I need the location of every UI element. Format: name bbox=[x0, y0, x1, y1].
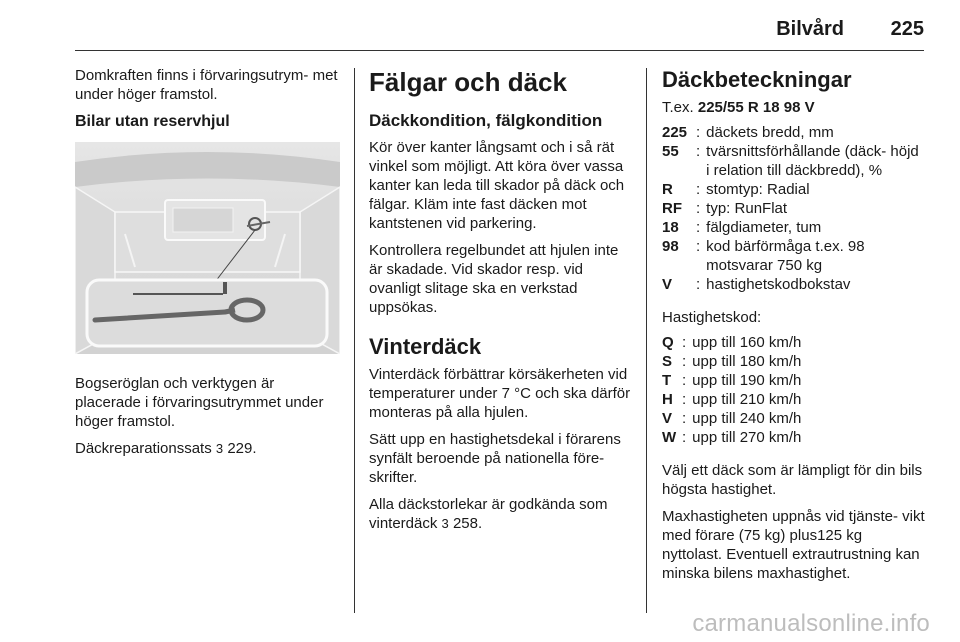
definition-row-text: typ: RunFlat bbox=[706, 200, 788, 217]
definition-row-key: RF bbox=[662, 200, 682, 217]
column-2 bbox=[369, 66, 633, 541]
speed-code-table bbox=[662, 333, 801, 447]
definition-row-key: 18 bbox=[662, 219, 679, 236]
speed-row-text: upp till 180 km/h bbox=[692, 353, 802, 370]
subsection-title: Däckkondition, fälgkondition bbox=[369, 111, 603, 130]
paragraph-sizes bbox=[369, 495, 633, 533]
definition-row-text: kod bärförmåga t.ex. 98 motsvarar 750 kg bbox=[706, 238, 865, 274]
definition-row bbox=[662, 275, 926, 294]
definition-row-sep: : bbox=[696, 238, 701, 255]
sizes-page: 258. bbox=[452, 515, 483, 532]
speed-row bbox=[662, 352, 801, 371]
paragraph-winter: Vinterdäck förbättrar körsäkerheten vid temperaturer under 7 °C och ska därför monteras på alla hjulen. bbox=[369, 366, 631, 421]
speed-row-key: T bbox=[662, 372, 672, 389]
speed-row bbox=[662, 371, 801, 390]
speed-row bbox=[662, 409, 801, 428]
example-prefix: T.ex. bbox=[662, 99, 694, 116]
speed-row bbox=[662, 333, 801, 352]
speed-code-heading: Hastighetskod: bbox=[662, 309, 762, 326]
tyre-designation-title: Däckbeteckningar bbox=[662, 67, 852, 92]
winter-tyres-heading: Vinterdäck bbox=[369, 334, 482, 359]
repair-kit-reference bbox=[75, 439, 343, 458]
speed-row-key: Q bbox=[662, 334, 674, 351]
speed-row-sep: : bbox=[682, 372, 687, 389]
speed-row-key: W bbox=[662, 429, 677, 446]
definition-row-key: 55 bbox=[662, 143, 679, 160]
definition-row bbox=[662, 180, 926, 199]
intro-text: Domkraften finns i förvaringsutrym- met under höger framstol. bbox=[75, 67, 338, 103]
speed-row-text: upp till 270 km/h bbox=[692, 429, 802, 446]
definition-row-key: 98 bbox=[662, 238, 679, 255]
speed-row-text: upp till 240 km/h bbox=[692, 410, 802, 427]
speed-row-key: V bbox=[662, 410, 673, 427]
paragraph-max-speed: Maxhastigheten uppnås vid tjänste- vikt med förare (75 kg) plus125 kg nyttolast. Eventuell extrautrustning kan minska bilens maxhastighet. bbox=[662, 508, 925, 582]
definition-row-text: stomtyp: Radial bbox=[706, 181, 810, 198]
definition-row-key: 225 bbox=[662, 124, 688, 141]
definition-row-sep: : bbox=[696, 181, 701, 198]
speed-row-text: upp till 210 km/h bbox=[692, 391, 802, 408]
column-divider-1 bbox=[354, 68, 355, 613]
definition-row-text: tvärsnittsförhållande (däck- höjd i relation till däckbredd), % bbox=[706, 143, 919, 179]
trunk-tools-illustration bbox=[75, 142, 340, 354]
speed-row-sep: : bbox=[682, 334, 687, 351]
page-ref-arrow-icon: 3 bbox=[441, 516, 449, 531]
page-ref-arrow-icon: 3 bbox=[215, 441, 224, 456]
speed-row-sep: : bbox=[682, 410, 687, 427]
image-caption: Bogseröglan och verktygen är placerade i förvaringsutrymmet under höger framstol. bbox=[75, 375, 324, 430]
definition-row-key: R bbox=[662, 181, 673, 198]
definition-row-sep: : bbox=[696, 219, 701, 236]
heading-no-spare: Bilar utan reservhjul bbox=[75, 113, 230, 130]
page-header bbox=[0, 14, 960, 52]
example-code: 225/55 R 18 98 V bbox=[697, 99, 815, 116]
definition-row bbox=[662, 218, 926, 237]
definition-row-sep: : bbox=[696, 124, 701, 141]
definition-row-text: däckets bredd, mm bbox=[706, 124, 834, 141]
column-1 bbox=[75, 66, 343, 466]
speed-row-sep: : bbox=[682, 391, 687, 408]
header-rule bbox=[75, 50, 924, 51]
definition-row bbox=[662, 123, 926, 142]
definition-row-text: hastighetskodbokstav bbox=[706, 276, 851, 293]
speed-row-key: S bbox=[662, 353, 673, 370]
designation-table bbox=[662, 123, 926, 294]
paragraph-choose-tyre: Välj ett däck som är lämpligt för din bils högsta hastighet. bbox=[662, 462, 923, 498]
page-number: 225 bbox=[890, 18, 924, 40]
chapter-title: Fälgar och däck bbox=[369, 67, 567, 97]
repair-kit-page: 229. bbox=[227, 440, 257, 457]
definition-row bbox=[662, 199, 926, 218]
section-title: Bilvård bbox=[776, 18, 844, 40]
repair-kit-link-text: Däckreparationssats bbox=[75, 440, 212, 457]
definition-row-sep: : bbox=[696, 143, 701, 160]
column-3 bbox=[662, 66, 926, 591]
example-line bbox=[662, 98, 926, 117]
speed-row bbox=[662, 390, 801, 409]
column-divider-2 bbox=[646, 68, 647, 613]
speed-row bbox=[662, 428, 801, 447]
paragraph-inspection: Kontrollera regelbundet att hjulen inte är skadade. Vid skador resp. vid ovanligt slitage ska en verkstad uppsökas. bbox=[369, 242, 619, 316]
definition-row bbox=[662, 142, 926, 180]
watermark: carmanualsonline.info bbox=[692, 610, 930, 637]
speed-row-sep: : bbox=[682, 429, 687, 446]
speed-row-sep: : bbox=[682, 353, 687, 370]
speed-row-key: H bbox=[662, 391, 673, 408]
definition-row-text: fälgdiameter, tum bbox=[706, 219, 822, 236]
speed-row-text: upp till 190 km/h bbox=[692, 372, 802, 389]
speed-row-text: upp till 160 km/h bbox=[692, 334, 802, 351]
definition-row-sep: : bbox=[696, 276, 701, 293]
definition-row bbox=[662, 237, 926, 275]
sizes-text: Alla däckstorlekar är godkända som vinterdäck bbox=[369, 496, 608, 532]
paragraph-speed-sticker: Sätt upp en hastighetsdekal i förarens synfält beroende på nationella före- skrifter. bbox=[369, 431, 621, 486]
definition-row-sep: : bbox=[696, 200, 701, 217]
paragraph-driving: Kör över kanter långsamt och i så rät vinkel som möjligt. Att köra över vassa kanter kan leda till skador på däck och fälgar. Kläm inte fast däcken mot kantstenen vid parkering. bbox=[369, 139, 625, 232]
definition-row-key: V bbox=[662, 276, 673, 293]
